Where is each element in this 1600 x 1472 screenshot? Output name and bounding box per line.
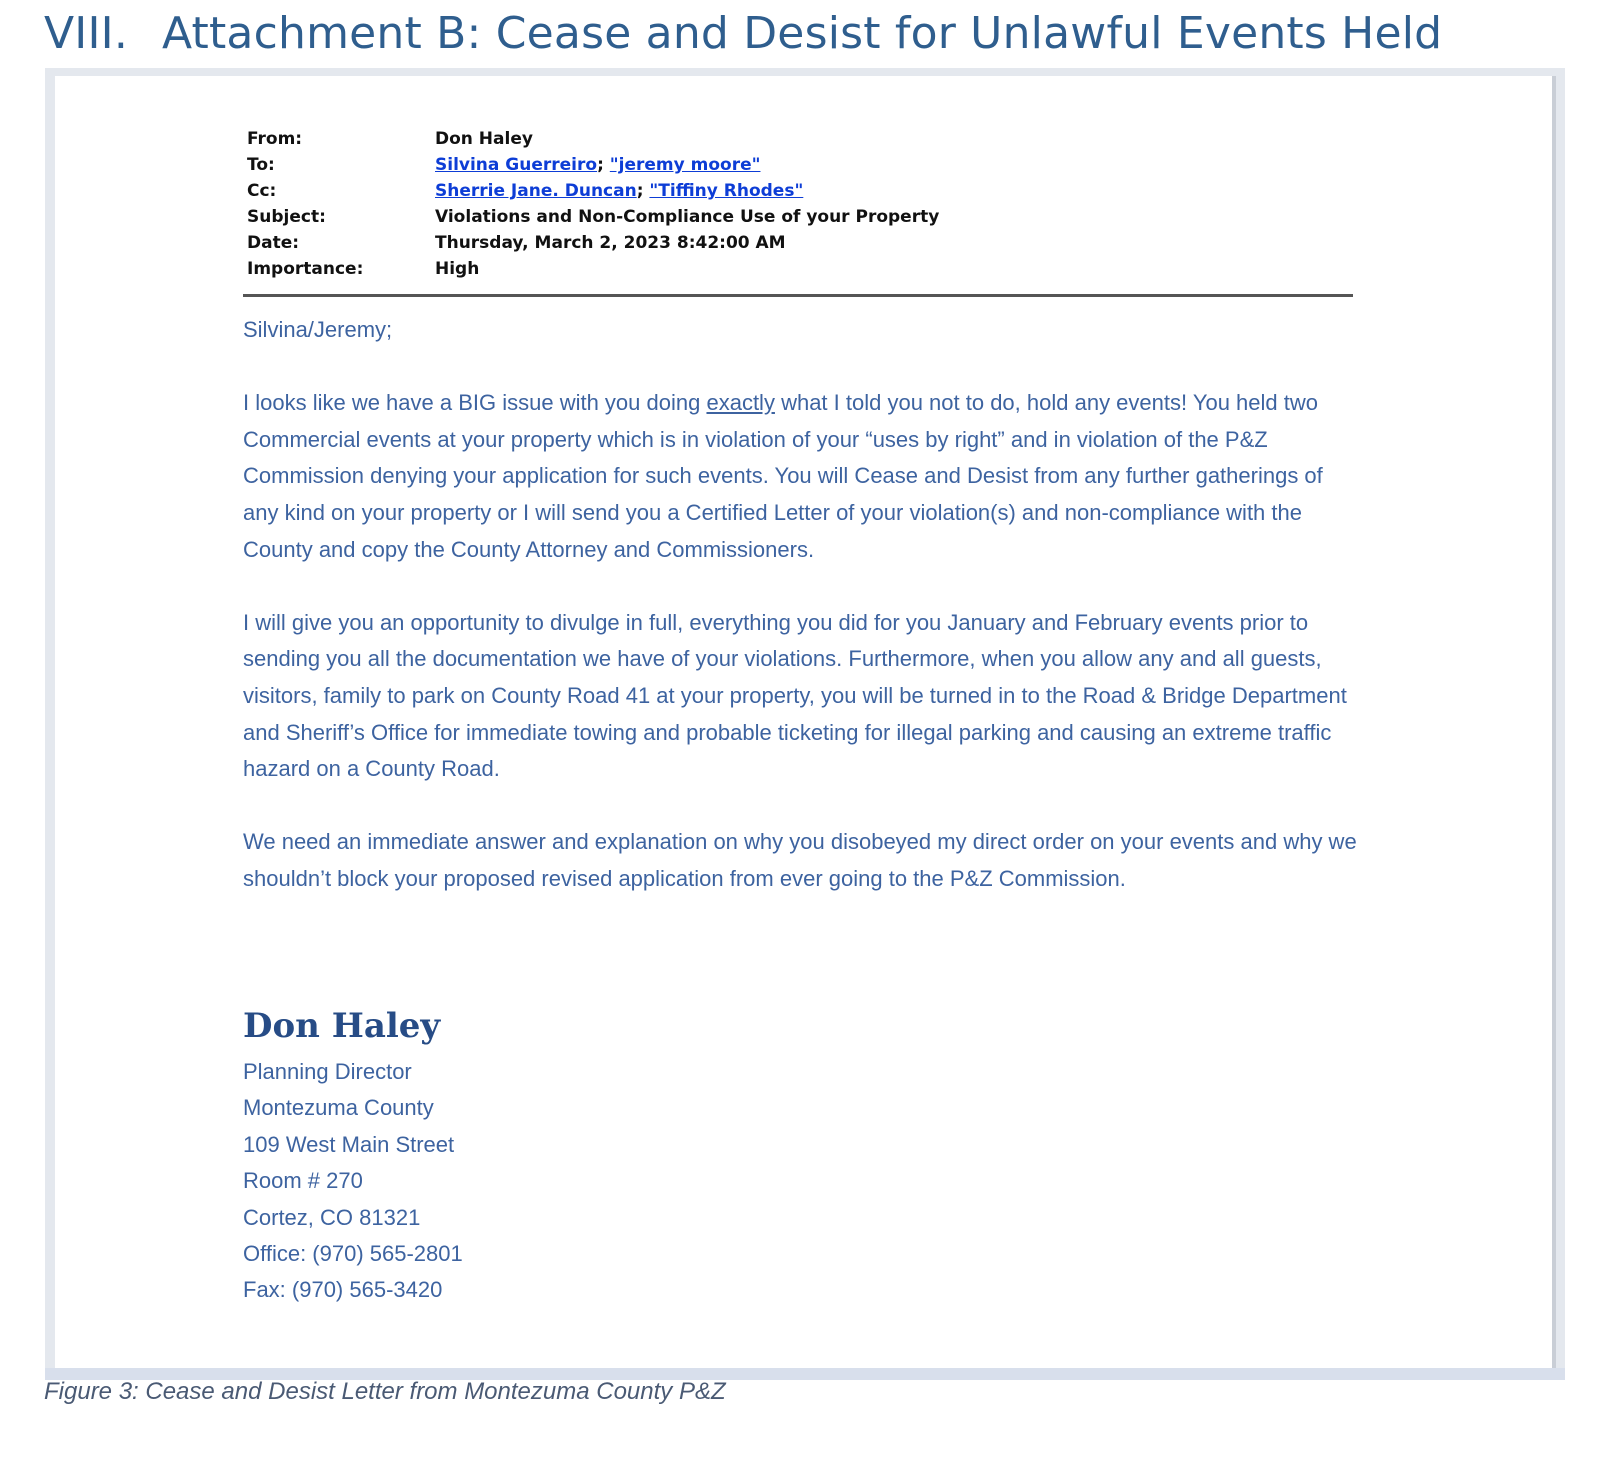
- header-row-from: [247, 126, 939, 152]
- header-row-importance: [247, 256, 939, 282]
- signature-city: Cortez, CO 81321: [243, 1204, 421, 1230]
- paragraph-text: I looks like we have a BIG issue with you doing: [243, 390, 707, 416]
- cc-recipient-link[interactable]: "Tiffiny Rhodes": [649, 181, 804, 201]
- section-number: VIII.: [44, 8, 129, 59]
- subject-label: Subject:: [247, 207, 326, 227]
- body-paragraph-2: I will give you an opportunity to divulge in full, everything you did for you January and February events prior to sending you all the documentation we have of your violations. Furthermore, when you allow any and all guests, visitors, family to park on County Road 41 at your property, you will be turned in to the Road & Bridge Department and Sheriff’s Office for immediate towing and probable ticketing for illegal parking and causing an extreme traffic hazard on a County Road.: [243, 609, 1347, 782]
- email-header: [247, 126, 939, 282]
- header-row-to: [247, 152, 939, 178]
- signature-office-phone: Office: (970) 565-2801: [243, 1241, 463, 1267]
- section-heading: [44, 8, 1442, 59]
- signature-title: Planning Director: [243, 1059, 412, 1084]
- body-paragraph-3: We need an immediate answer and explanation on why you disobeyed my direct order on your events and why we shouldn’t block your proposed revised application from ever going to the P&Z Commission.: [243, 829, 1357, 891]
- from-value: Don Haley: [435, 129, 533, 149]
- email-screenshot-frame: [45, 68, 1565, 1380]
- section-title: Attachment B: Cease and Desist for Unlawful Events Held: [162, 8, 1443, 59]
- cc-label: Cc:: [247, 181, 277, 201]
- email-page: [55, 76, 1556, 1368]
- signature-street: 109 West Main Street: [243, 1131, 455, 1157]
- date-value: Thursday, March 2, 2023 8:42:00 AM: [435, 233, 786, 253]
- recipient-separator: ;: [636, 181, 650, 201]
- greeting: Silvina/Jeremy;: [243, 317, 393, 342]
- signature-fax: Fax: (970) 565-3420: [243, 1277, 443, 1303]
- signature-block: [243, 1054, 463, 1309]
- importance-label: Importance:: [247, 259, 364, 279]
- email-body: [243, 312, 1363, 934]
- importance-value: High: [435, 259, 480, 279]
- to-recipient-link[interactable]: "jeremy moore": [609, 155, 761, 175]
- paragraph-text: what I told you not to do, hold any events! You held two Commercial events at your property which is in violation of your “uses by right” and in violation of the P&Z Commission denying your application for such events. You will Cease and Desist from any further gatherings of any kind on your property or I will send you a Certified Letter of your violation(s) and non-compliance with the County and copy the County Attorney and Commissioners.: [243, 390, 1323, 562]
- from-label: From:: [247, 129, 303, 149]
- body-paragraph-1: [243, 385, 1363, 568]
- signature-name: Don Haley: [243, 1006, 441, 1046]
- header-row-subject: [247, 204, 939, 230]
- header-row-date: [247, 230, 939, 256]
- date-label: Date:: [247, 233, 300, 253]
- to-recipient-link[interactable]: Silvina Guerreiro: [435, 155, 598, 175]
- figure-caption: Figure 3: Cease and Desist Letter from Montezuma County P&Z: [44, 1378, 726, 1405]
- signature-organization: Montezuma County: [243, 1095, 434, 1121]
- to-label: To:: [247, 155, 275, 175]
- subject-value: Violations and Non-Compliance Use of your Property: [435, 207, 940, 227]
- header-row-cc: [247, 178, 939, 204]
- cc-recipient-link[interactable]: Sherrie Jane. Duncan: [435, 181, 637, 201]
- underlined-word: exactly: [706, 390, 775, 416]
- header-divider: [243, 294, 1353, 297]
- recipient-separator: ;: [597, 155, 610, 175]
- signature-room: Room # 270: [243, 1168, 363, 1194]
